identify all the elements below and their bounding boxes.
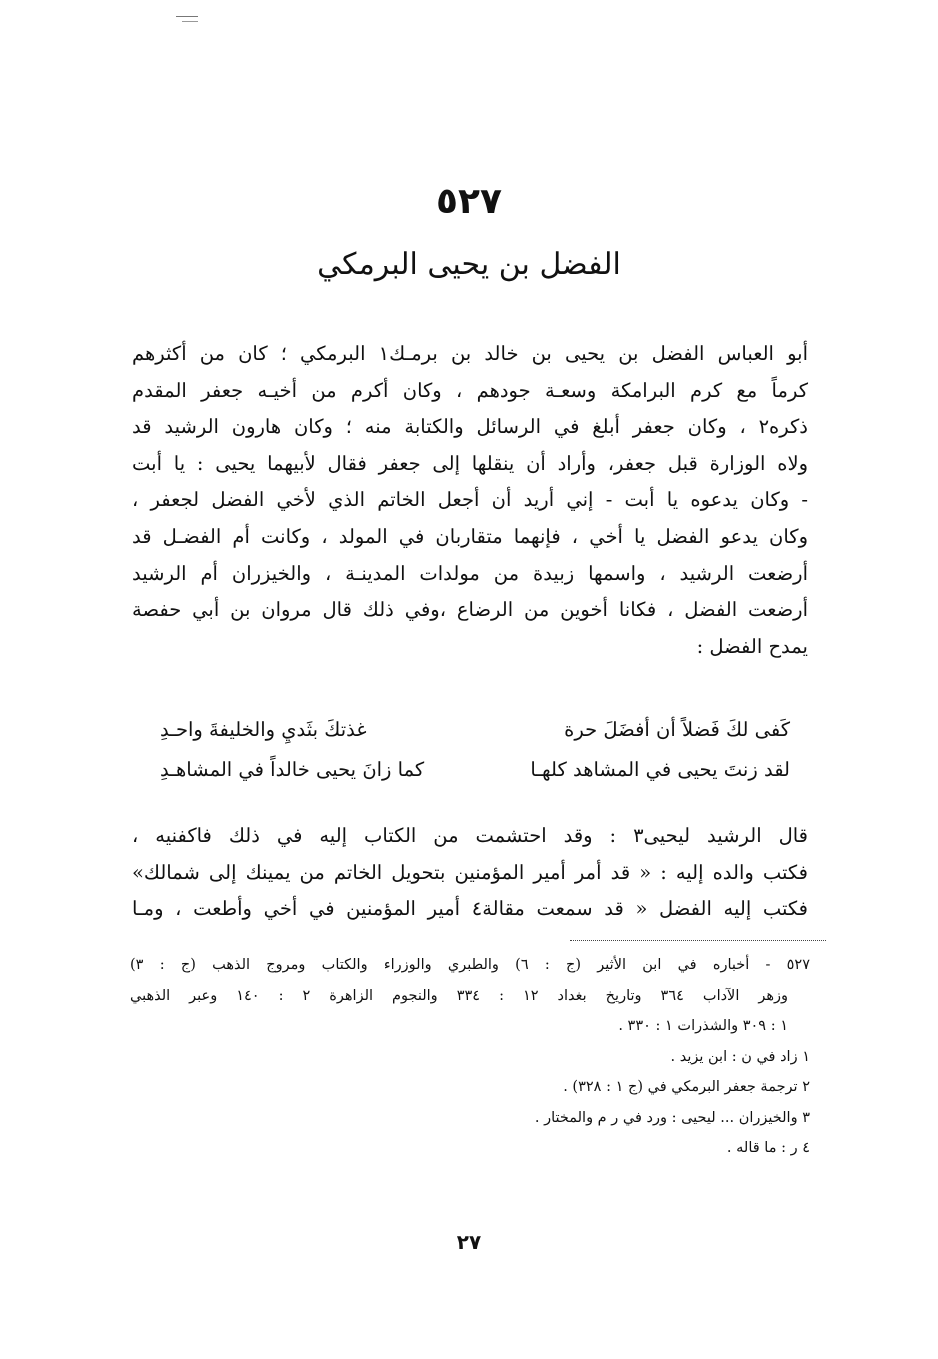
verse [160,712,790,748]
body-paragraph [132,818,808,928]
body-line: يمدح الفضل : [696,634,808,658]
verse-second-hemistich: كما زانَ يحيى خالداً في المشاهـدِ [160,758,425,781]
verse [160,752,790,788]
footnote: ٤ ر : ما قاله . [726,1140,810,1156]
footnote: ٣ والخيزران ... ليحيى : ورد في ر م والمختار . [534,1109,810,1126]
body-line: وكان يدعو الفضل يا أخي ، فإنهما متقاربان في المولد ، وكانت أم الفضـل قد [132,524,808,548]
verse-first-hemistich: لقد زنتَ يحيى في المشاهد كلهـا [530,758,790,781]
page-number: ٢٧ [456,1230,482,1254]
body-line: أبو العباس الفضل بن يحيى بن خالد بن برمـك١ البرمكي ؛ كان من أكثرهم [132,342,808,365]
body-line: أرضعت الرشيد ، واسمها زبيدة من مولدات المدينـة ، والخيزران أم الرشيد [132,561,808,585]
verse-first-hemistich: كَفى لكَ فَضلاً أن أفضَلَ حرة [564,718,790,741]
footnote-sources-line: ٥٢٧ - أخباره في ابن الأثير (ج : ٦) والطبري والوزراء والكتاب ومروج الذهب (ج : ٣) [130,957,811,973]
body-line: قال الرشيد ليحيى٣ : وقد احتشمت من الكتاب إليه في ذلك فاكفنيه ، [132,824,808,847]
body-line: - وكان يدعوه يا أبت - إني أريد أن أجعل الخاتم الذي لأخي الفضل لجعفر ، [132,488,808,512]
body-line: فكتب والده إليه : « قد أمر أمير المؤمنين بتحويل الخاتم من يمينك إلى شمالك» [132,860,808,884]
entry-title: الفضل بن يحيى البرمكي [317,247,621,282]
entry-number: ٥٢٧ [436,181,502,222]
body-line: أرضعت الفضل ، فكانا أخوين من الرضاع ،وفي ذلك قال مروان بن أبي حفصة [132,598,808,622]
body-line: ذكره٢ ، وكان جعفر أبلغ في الرسائل والكتابة منه ؛ وكان هارون الرشيد قد [132,415,808,439]
footnote-separator [570,940,826,941]
body-line: فكتب إليه الفضل « قد سمعت مقالة٤ أمير المؤمنين في أخي وأطعت ، ومـا [132,897,808,921]
footnote-sources-line: وزهر الآداب ٣٦٤ وتاريخ بغداد ١٢ : ٣٣٤ والنجوم الزاهرة ٢ : ١٤٠ وعبر الذهبي [130,987,789,1004]
footnotes [130,950,810,1164]
footnote: ٢ ترجمة جعفر البرمكي في (ج ١ : ٣٢٨) . [563,1079,810,1095]
scan-mark [182,21,198,22]
footnote: ١ زاد في ن : ابن يزيد . [670,1048,810,1065]
body-paragraph [132,336,808,665]
verse-second-hemistich: غذتكَ بثَديِ والخليفةَ واحـدِ [160,718,367,741]
footnote-sources-line: ١ : ٣٠٩ والشذرات ١ : ٣٣٠ . [618,1018,788,1034]
body-line: كرماً مع كرم البرامكة وسعـة جودهم ، وكان أكرم من أخيـه جعفر المقدم [132,378,808,402]
body-line: ولاه الوزارة قبل جعفر، وأراد أن ينقلها إلى جعفر فقال لأبيهما يحيى : يا أبت [132,451,808,475]
scan-mark [176,16,198,17]
